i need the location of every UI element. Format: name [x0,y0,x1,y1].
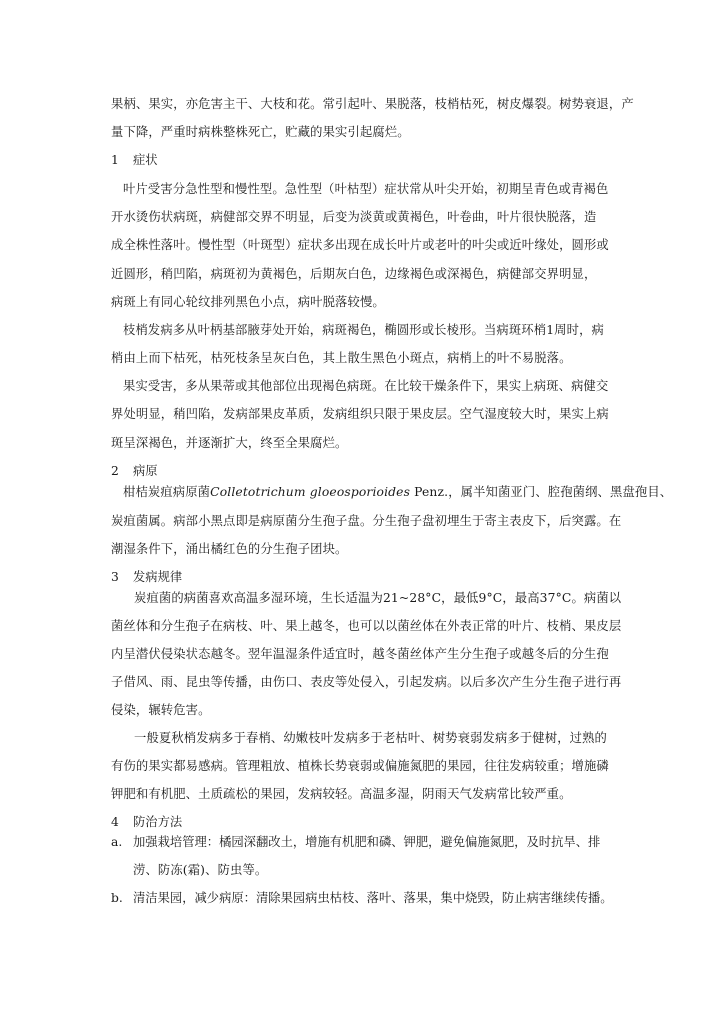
s3-p1-line-1: 炭疽菌的病菌喜欢高温多湿环境，生长适温为21~28°C，最低9°C，最高37°C。病菌以 [134,591,622,605]
s3-p2-line-3: 钾肥和有机肥、土质疏松的果园，发病较轻。高温多湿，阴雨天气发病常比较严重。 [111,787,572,801]
intro-line-2: 量下降，严重时病株整株死亡，贮藏的果实引起腐烂。 [111,125,410,139]
s4-item-b [111,890,613,906]
s4-item-b-line-1: 清洁果园，减少病原：清除果园病虫枯枝、落叶、落果，集中烧毁，防止病害继续传播。 [133,891,613,905]
s2-p1-line-1 [123,484,672,500]
s4-item-a-line-2: 涝、防冻(霜)、防虫等。 [133,863,268,877]
section-1-heading [111,152,158,168]
s1-p3-line-1: 果实受害，多从果蒂或其他部位出现褐色病斑。在比较干燥条件下，果实上病斑、病健交 [123,379,609,393]
section-2-number: 2 [111,464,119,478]
s1-p1-line-1: 叶片受害分急性型和慢性型。急性型（叶枯型）症状常从叶尖开始，初期呈青色或青褐色 [123,182,609,196]
section-4-heading [111,814,182,830]
s1-p2-line-2: 梢由上而下枯死，枯死枝条呈灰白色，其上散生黑色小斑点，病梢上的叶不易脱落。 [111,351,572,365]
s4-item-a-line-1: 加强栽培管理：橘园深翻改土，增施有机肥和磷、钾肥，避免偏施氮肥，及时抗旱、排 [133,835,601,849]
s4-item-b-mark: b. [111,891,123,905]
s2-p1-post: Penz.，属半知菌亚门、腔孢菌纲、黑盘孢目、 [410,485,673,499]
s2-p1-line-2: 炭疽菌属。病部小黑点即是病原菌分生孢子盘。分生孢子盘初埋生于寄主表皮下，后突露。在 [111,514,622,528]
section-3-number: 3 [111,570,119,584]
s2-p1-pre: 柑桔炭疽病原菌 [123,485,211,499]
section-3-heading [111,569,182,585]
s2-p1-line-3: 潮湿条件下，涌出橘红色的分生孢子团块。 [111,542,348,556]
s1-p1-line-3: 成全株性落叶。慢性型（叶斑型）症状多出现在成长叶片或老叶的叶尖或近叶缘处，圆形或 [111,238,609,252]
s3-p2-line-2: 有伤的果实都易感病。管理粗放、植株长势衰弱或偏施氮肥的果园，往往发病较重；增施磷 [111,759,609,773]
s3-p1-line-4: 子借风、雨、昆虫等传播，由伤口、表皮等处侵入，引起发病。以后多次产生分生孢子进行再 [111,675,622,689]
section-3-title: 发病规律 [133,570,183,584]
section-4-number: 4 [111,815,119,829]
section-2-heading [111,463,158,479]
s1-p2-line-1: 枝梢发病多从叶柄基部腋芽处开始，病斑褐色，椭圆形或长棱形。当病斑环梢1周时，病 [123,323,604,337]
section-1-title: 症状 [133,153,158,167]
s3-p1-line-3: 内呈潜伏侵染状态越冬。翌年温湿条件适宜时，越冬菌丝体产生分生孢子或越冬后的分生孢 [111,647,609,661]
s4-item-a-mark: a. [111,835,123,849]
section-2-title: 病原 [133,464,158,478]
s3-p1-line-5: 侵染，辗转危害。 [111,703,211,717]
s1-p1-line-4: 近圆形，稍凹陷，病斑初为黄褐色，后期灰白色，边缘褐色或深褐色，病健部交界明显， [111,267,597,281]
intro-line-1: 果柄、果实，亦危害主干、大枝和花。常引起叶、果脱落，枝梢枯死，树皮爆裂。树势衰退，产 [111,97,634,111]
s3-p2-line-1: 一般夏秋梢发病多于春梢、幼嫩枝叶发病多于老枯叶、树势衰弱发病多于健树，过熟的 [134,731,607,745]
s1-p1-line-5: 病斑上有同心轮纹排列黑色小点，病叶脱落较慢。 [111,295,385,309]
section-1-number: 1 [111,153,119,167]
s2-species-name: Colletotrichum gloeosporioides [210,485,411,499]
section-4-title: 防治方法 [133,815,183,829]
s3-p1-line-2: 菌丝体和分生孢子在病枝、叶、果上越冬，也可以以菌丝体在外表正常的叶片、枝梢、果皮层 [111,619,622,633]
s4-item-a [111,834,600,850]
s1-p1-line-2: 开水烫伤状病斑，病健部交界不明显，后变为淡黄或黄褐色，叶卷曲，叶片很快脱落，造 [111,210,597,224]
s1-p3-line-3: 斑呈深褐色，并逐渐扩大，终至全果腐烂。 [111,436,348,450]
s1-p3-line-2: 界处明显，稍凹陷，发病部果皮革质，发病组织只限于果皮层。空气湿度较大时，果实上病 [111,407,609,421]
